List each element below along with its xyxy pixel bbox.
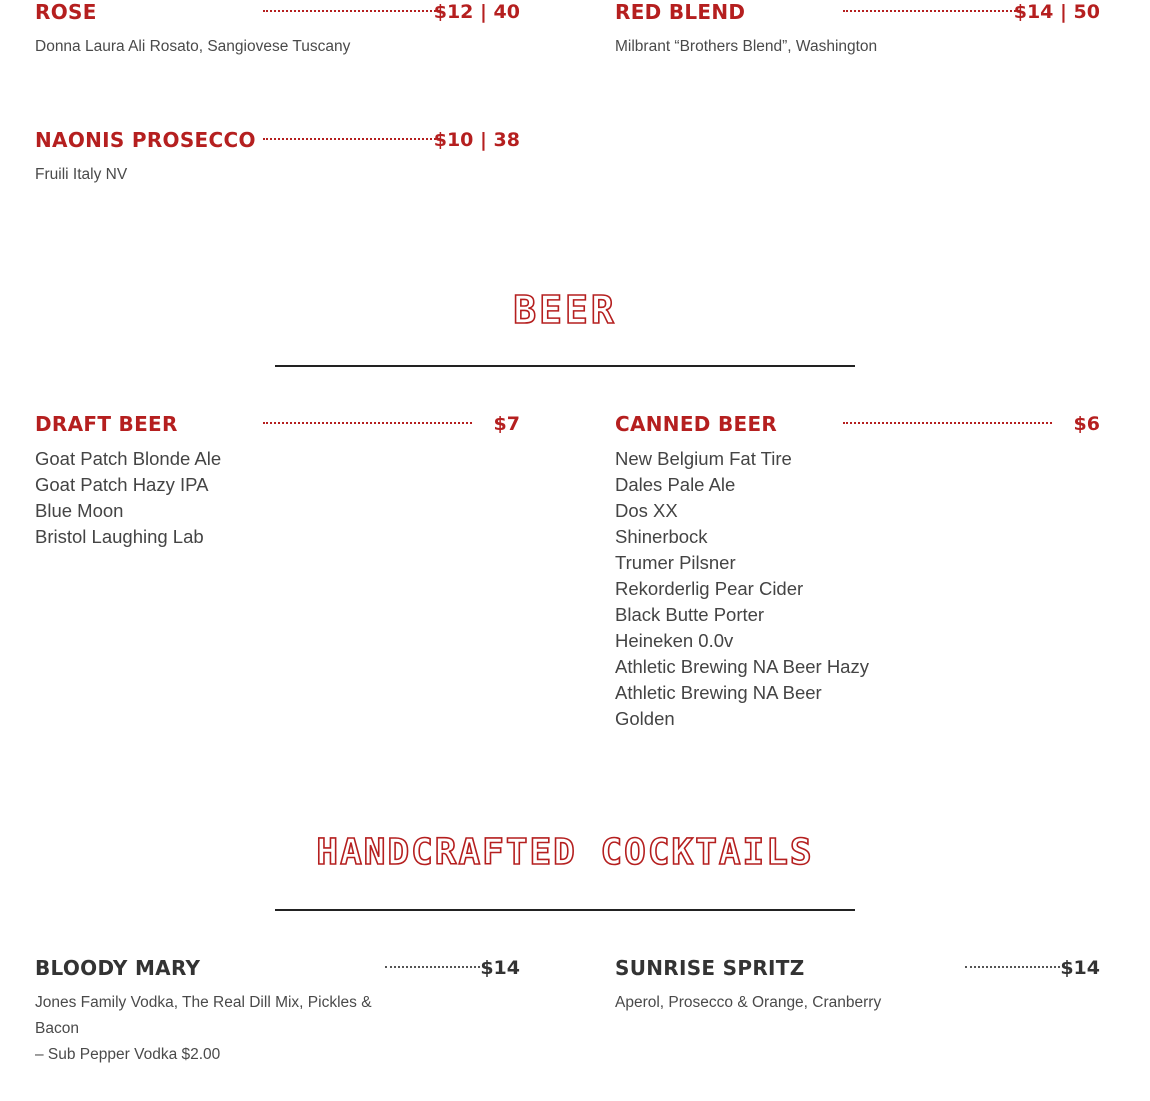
section-divider	[275, 365, 855, 367]
leader-dots	[263, 138, 440, 140]
leader-dots	[843, 10, 1020, 12]
list-item: Black Butte Porter	[615, 604, 765, 625]
item-price: $12 | 40	[433, 1, 520, 23]
item-price: $14	[1060, 957, 1100, 979]
list-item: Blue Moon	[35, 500, 124, 521]
list-item: Dos XX	[615, 500, 678, 521]
menu-item-red-blend	[615, 0, 1100, 60]
description-line: – Sub Pepper Vodka $2.00	[35, 1046, 221, 1063]
menu-item-sunrise-spritz	[615, 955, 1100, 1016]
list-item: Goat Patch Hazy IPA	[35, 474, 209, 495]
item-name: SUNRISE SPRITZ	[615, 956, 805, 980]
item-price: $10 | 38	[433, 129, 520, 151]
item-name: NAONIS PROSECCO	[35, 128, 256, 152]
list-item: Trumer Pilsner	[615, 552, 736, 573]
menu-item-rose	[35, 0, 520, 60]
leader-dots	[843, 422, 1052, 424]
list-item: Athletic Brewing NA Beer	[615, 682, 822, 703]
leader-dots	[263, 422, 472, 424]
item-description: Fruili Italy NV	[35, 166, 128, 183]
list-item: Shinerbock	[615, 526, 708, 547]
list-item: Dales Pale Ale	[615, 474, 736, 495]
item-description: Donna Laura Ali Rosato, Sangiovese Tuscany	[35, 38, 351, 55]
list-item: Bristol Laughing Lab	[35, 526, 204, 547]
section-divider	[275, 909, 855, 911]
menu-item-bloody-mary	[35, 955, 520, 1068]
list-item: Rekorderlig Pear Cider	[615, 578, 804, 599]
item-price: $6	[1073, 413, 1100, 435]
item-description: Milbrant “Brothers Blend”, Washington	[615, 38, 878, 55]
list-item: Heineken 0.0v	[615, 630, 734, 651]
leader-dots	[263, 10, 440, 12]
leader-dots	[965, 966, 1060, 968]
item-description: Aperol, Prosecco & Orange, Cranberry	[615, 994, 882, 1011]
item-name: CANNED BEER	[615, 412, 778, 436]
list-item: Golden	[615, 708, 675, 729]
menu-item-prosecco	[35, 127, 520, 188]
item-name: RED BLEND	[615, 0, 746, 24]
item-name: BLOODY MARY	[35, 956, 201, 980]
description-line: Bacon	[35, 1020, 79, 1037]
beer-list	[615, 446, 1100, 732]
item-name: ROSE	[35, 0, 97, 24]
item-price: $7	[493, 413, 520, 435]
item-price: $14	[480, 957, 520, 979]
leader-dots	[385, 966, 480, 968]
list-item: Goat Patch Blonde Ale	[35, 448, 222, 469]
menu-item-draft-beer	[35, 411, 520, 550]
item-description	[35, 990, 375, 1068]
section-title-cocktails: HANDCRAFTED COCKTAILS	[316, 832, 814, 873]
section-title-beer: BEER	[513, 288, 617, 332]
beer-list	[35, 446, 520, 550]
list-item: Athletic Brewing NA Beer Hazy	[615, 656, 869, 677]
menu-item-canned-beer	[615, 411, 1100, 732]
list-item: New Belgium Fat Tire	[615, 448, 792, 469]
description-line: Jones Family Vodka, The Real Dill Mix, Pickles &	[35, 994, 372, 1011]
item-price: $14 | 50	[1013, 1, 1100, 23]
item-name: DRAFT BEER	[35, 412, 178, 436]
